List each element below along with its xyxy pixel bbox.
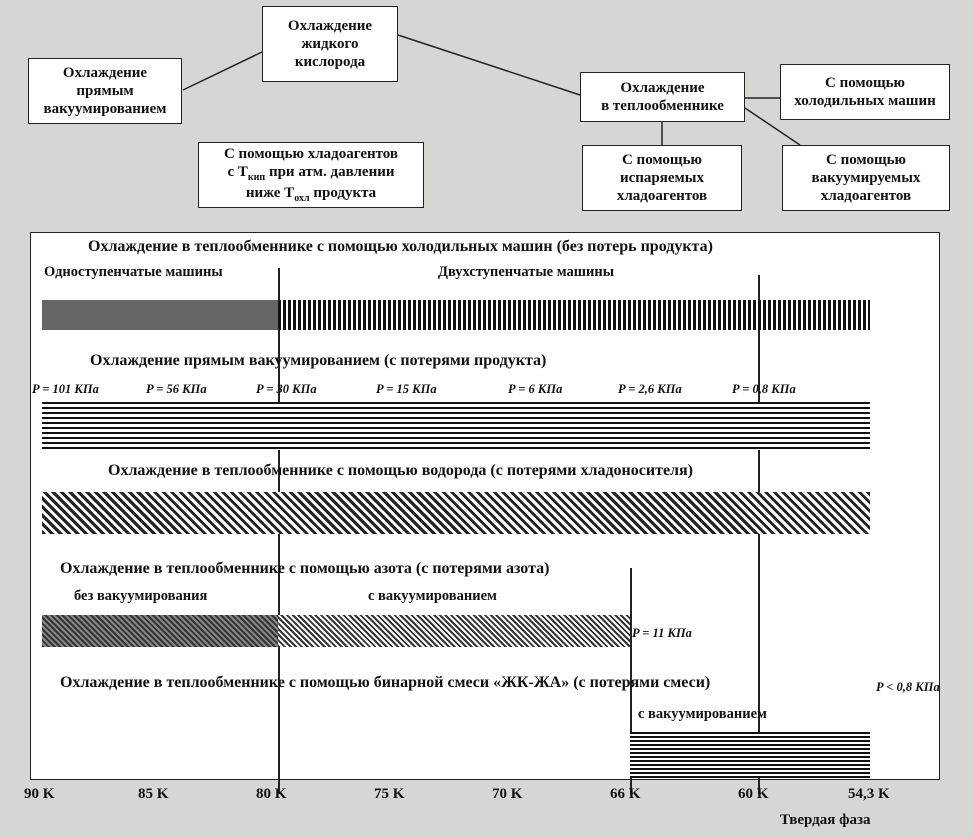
hydrogen-bar [42,492,870,534]
root-box: Охлаждение жидкого кислорода [262,6,398,82]
with-vacuum-label: с вакуумированием [368,588,497,604]
tick-85k: 85 K [138,786,169,802]
heat-exchanger-box: Охлаждение в теплообменнике [580,72,745,122]
direct-vacuum-box: Охлаждение прямым вакуумированием [28,58,182,124]
binary-vacuum-label: с вакуумированием [638,706,767,722]
vacuum-bar [42,402,870,450]
tick-60k: 60 K [738,786,769,802]
nitrogen-no-vacuum-bar [42,615,278,647]
tick-66k: 66 K [610,786,641,802]
two-stage-bar [278,300,870,330]
tick-75k: 75 K [374,786,405,802]
pressure-0-8: P = 0,8 КПа [732,382,796,396]
tick-70k: 70 K [492,786,523,802]
pressure-101: P = 101 КПа [32,382,99,396]
nitrogen-pressure: P = 11 КПа [632,626,692,640]
tick-90k: 90 K [24,786,55,802]
pressure-2-6: P = 2,6 КПа [618,382,682,396]
no-vacuum-label: без вакуумирования [74,588,208,604]
single-stage-bar [42,300,278,330]
binary-bar [630,732,870,778]
pressure-56: P = 56 КПа [146,382,207,396]
vacuum-title: Охлаждение прямым вакуумированием (с потерями продукта) [90,352,547,369]
nitrogen-vacuum-bar [278,615,630,647]
pressure-6: P = 6 КПа [508,382,563,396]
tick-80k: 80 K [256,786,287,802]
single-stage-label: Одноступенчатые машины [44,264,223,280]
binary-pressure: P < 0,8 КПа [876,680,940,694]
tick-54-3k: 54,3 K [848,786,890,802]
vacuumed-box: С помощью вакуумируемых хладоагентов [782,145,950,211]
binary-title: Охлаждение в теплообменнике с помощью бинарной смеси «ЖК-ЖА» (с потерями смеси) [60,674,711,691]
evaporated-box: С помощью испаряемых хладоагентов [582,145,742,211]
pressure-15: P = 15 КПа [376,382,437,396]
refrigerators-box: С помощью холодильных машин [780,64,950,120]
pressure-30: P = 30 КПа [256,382,317,396]
refrigerants-box: С помощью хладоагентов с $T_{кип}$ при атм. давлении ниже $T_{охл}$ продукта [198,142,424,208]
refrigerator-title: Охлаждение в теплообменнике с помощью холодильных машин (без потерь продукта) [88,238,713,255]
hydrogen-title: Охлаждение в теплообменнике с помощью водорода (с потерями хладоносителя) [108,462,694,479]
two-stage-label: Двухступенчатые машины [438,264,615,280]
solid-phase-label: Твердая фаза [780,812,871,828]
nitrogen-title: Охлаждение в теплообменнике с помощью азота (с потерями азота) [60,560,550,577]
